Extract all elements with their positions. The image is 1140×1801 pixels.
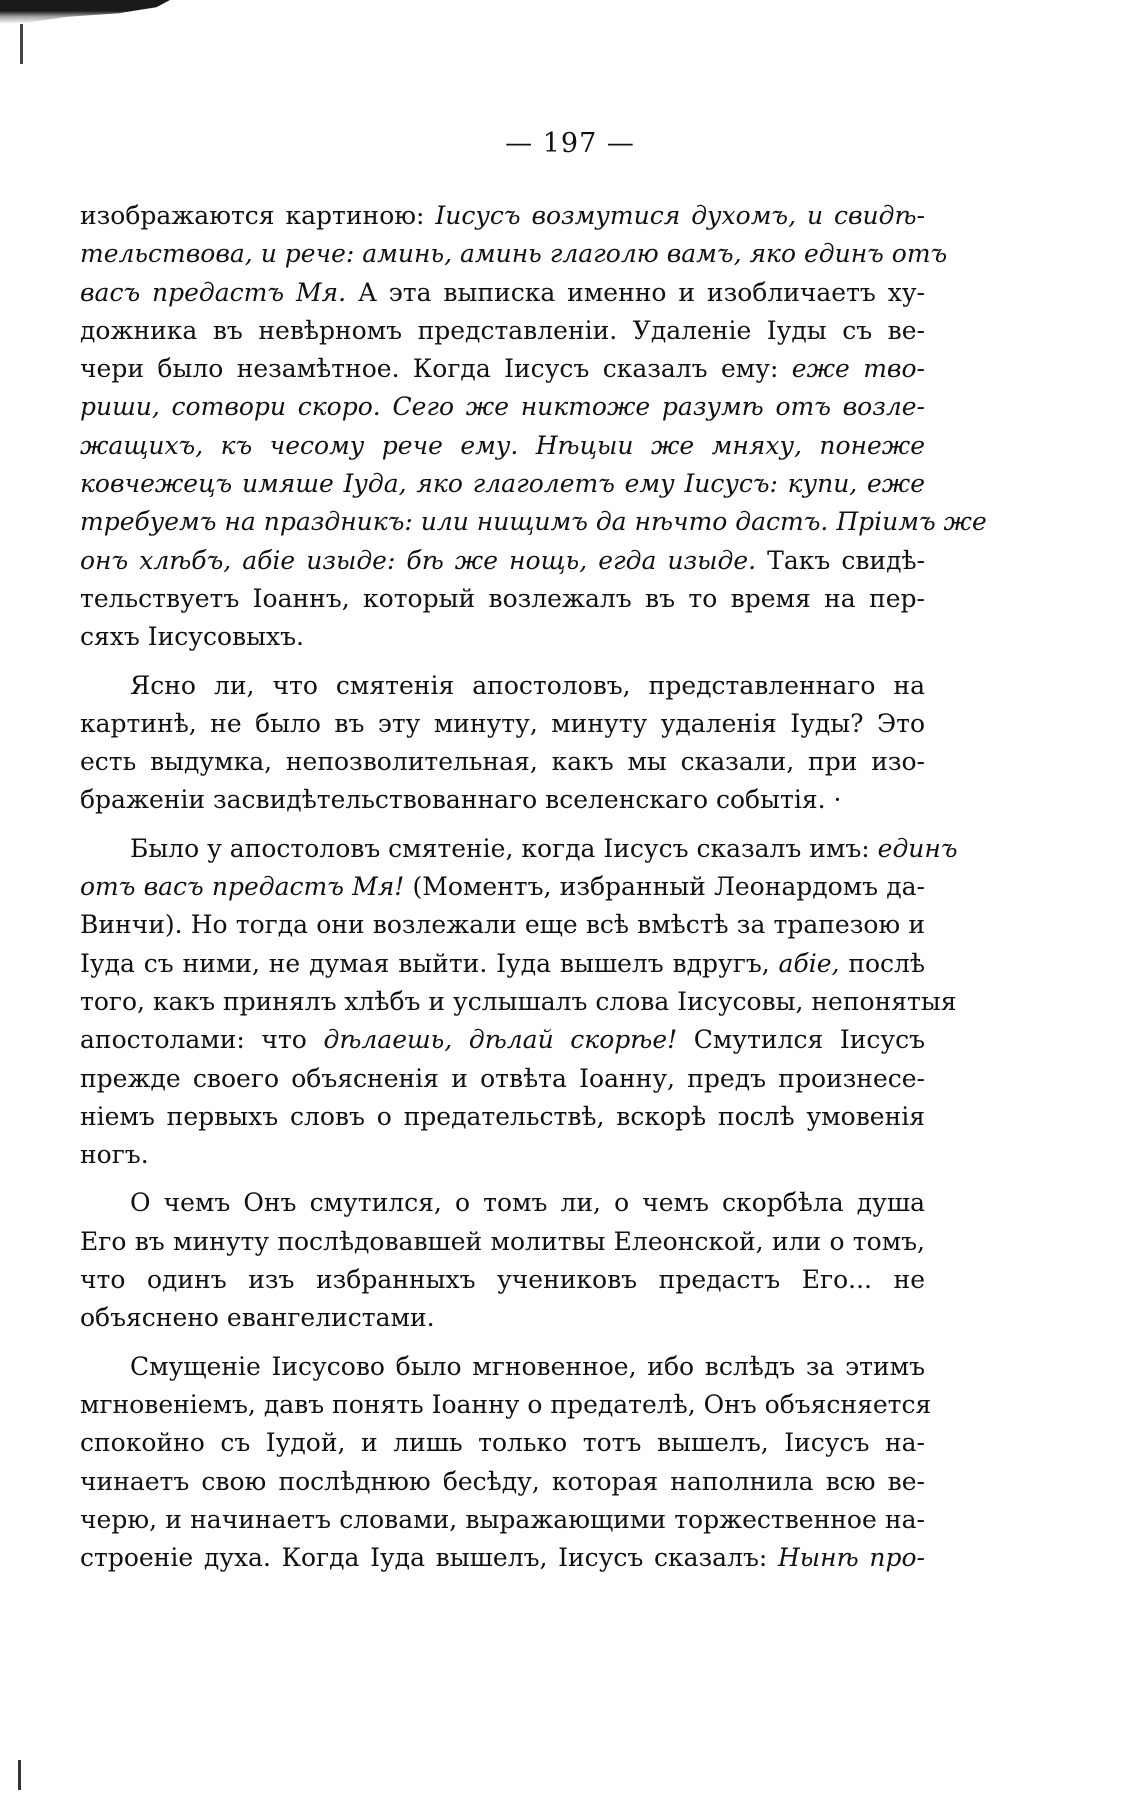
italic-segment: риши, сотвори скоро. Сего же никтоже разумѣ отъ возле- [80,392,925,422]
text-segment: чинаетъ свою послѣднюю бесѣду, которая наполнила всю ве- [80,1466,925,1496]
text-line [80,705,925,743]
text-line [80,1348,925,1386]
italic-segment: абiе, [778,948,840,978]
text-line [80,1539,925,1577]
italic-segment: васъ предастъ Мя. [80,277,347,307]
text-segment: строенiе духа. Когда Iуда вышелъ, Iисусъ сказалъ: [80,1543,778,1573]
text-segment: того, какъ принялъ хлѣбъ и услышалъ слова Iисусовы, непонятыя [80,986,957,1016]
text-segment: есть выдумка, непозволительная, какъ мы сказали, при изо- [80,747,925,777]
text-line [80,465,925,503]
text-line [80,503,987,541]
text-line [80,1223,925,1261]
text-segment: Смутился Iисусъ [677,1025,926,1055]
text-line [80,1424,925,1462]
italic-segment: Нынѣ про- [777,1543,925,1573]
text-line [80,830,958,868]
text-segment: что одинъ изъ избранныхъ учениковъ предастъ Его... не [80,1265,925,1295]
scan-artifact-top [0,0,170,24]
text-segment: черю, и начинаетъ словами, выражающими торжественное на- [80,1504,925,1534]
text-segment: Iуда съ ними, не думая выйти. Iуда вышелъ вдругъ, [80,948,779,978]
italic-segment: требуемъ на праздникъ: или нищимъ да нѣчто дастъ. Прiимъ же [80,507,987,537]
text-segment: мгновенiемъ, давъ понять Iоанну о предателѣ, Онъ объясняется [80,1389,932,1419]
italic-segment: ковчежецъ имяше Iуда, яко глаголетъ ему Iисусъ: купи, еже [80,469,925,499]
text-line [80,1501,925,1539]
italic-segment: еже тво- [791,354,925,384]
italic-segment: онъ хлѣбъ, абiе изыде: бѣ же нощь, егда изыде. [80,545,757,575]
text-segment: картинѣ, не было въ эту минуту, минуту удаленiя Iуды? Это [80,708,925,738]
text-segment: объяснено евангелистами. [80,1303,435,1333]
text-line [80,1463,925,1501]
text-line [80,983,957,1021]
text-line [80,781,925,819]
text-segment: А эта выписка именно и изобличаетъ ху- [346,277,925,307]
text-segment: спокойно съ Iудой, и лишь только тотъ вышелъ, Iисусъ на- [80,1428,925,1458]
text-line [80,1098,925,1136]
text-segment: чери было незамѣтное. Когда Iисусъ сказалъ ему: [80,354,792,384]
scan-artifact-left [20,24,23,64]
italic-segment: единъ [877,833,958,863]
text-line [80,945,925,983]
text-segment: браженiи засвидѣтельствованнаго вселенскаго событiя. · [80,785,842,815]
page-number: — 197 — [505,128,635,159]
text-line [80,542,925,580]
text-segment: нiемъ первыхъ словъ о предательствѣ, вскорѣ послѣ умовенiя [80,1101,925,1131]
text-segment: Ясно ли, что смятенiя апостоловъ, представленнаго на [130,670,925,700]
text-segment: Винчи). Но тогда они возлежали еще всѣ вмѣстѣ за трапезою и [80,910,925,940]
text-segment: сяхъ Iисусовыхъ. [80,622,304,652]
text-line [80,388,925,426]
text-line [80,868,925,906]
body-text [80,197,987,1577]
text-line [80,197,925,235]
text-line [80,1136,925,1174]
text-segment: изображаются картиною: [80,201,436,230]
text-segment: Такъ свидѣ- [756,545,925,575]
text-line [80,580,925,618]
scan-artifact-bottom [18,1760,21,1790]
text-line [80,743,925,781]
text-segment: дожника въ невѣрномъ представленiи. Удаленiе Iуды съ ве- [80,315,925,345]
italic-segment: дѣлаешь, дѣлай скорѣе! [323,1025,678,1055]
text-segment: Было у апостоловъ смятенiе, когда Iисусъ сказалъ имъ: [130,833,878,863]
text-line [80,235,948,273]
italic-segment: жащихъ, къ чесому рече ему. Нѣцыи же мняху, понеже [80,430,925,460]
text-line [80,312,925,350]
text-line [80,667,925,705]
text-segment: Его въ минуту послѣдовавшей молитвы Елеонской, или о томъ, [80,1226,925,1256]
text-segment: тельствуетъ Iоаннъ, который возлежалъ въ то время на пер- [80,583,925,613]
text-segment: апостолами: что [80,1025,324,1055]
text-line [80,1021,925,1059]
text-segment: (Моментъ, избранный Леонардомъ да- [404,872,925,902]
text-line [80,427,925,465]
text-line [80,1386,932,1424]
text-line [80,1261,925,1299]
text-segment: ногъ. [80,1140,149,1170]
text-line [80,274,925,312]
text-segment: прежде своего объясненiя и отвѣта Iоанну, предъ произнесе- [80,1063,925,1093]
text-segment: послѣ [839,948,925,978]
text-line [80,350,925,388]
text-line [80,1299,925,1337]
italic-segment: отъ васъ предастъ Мя! [80,872,405,902]
text-line [80,618,925,656]
italic-segment: Iисусъ возмутися духомъ, и свидѣ- [435,201,925,230]
text-segment: О чемъ Онъ смутился, о томъ ли, о чемъ скорбѣла душа [130,1188,925,1218]
text-line [80,1060,925,1098]
text-segment: Смущенiе Iисусово было мгновенное, ибо вслѣдъ за этимъ [130,1351,925,1381]
text-line [80,1184,925,1222]
text-line [80,906,925,944]
italic-segment: тельствова, и рече: аминь, аминь глаголю вамъ, яко единъ отъ [80,239,948,269]
